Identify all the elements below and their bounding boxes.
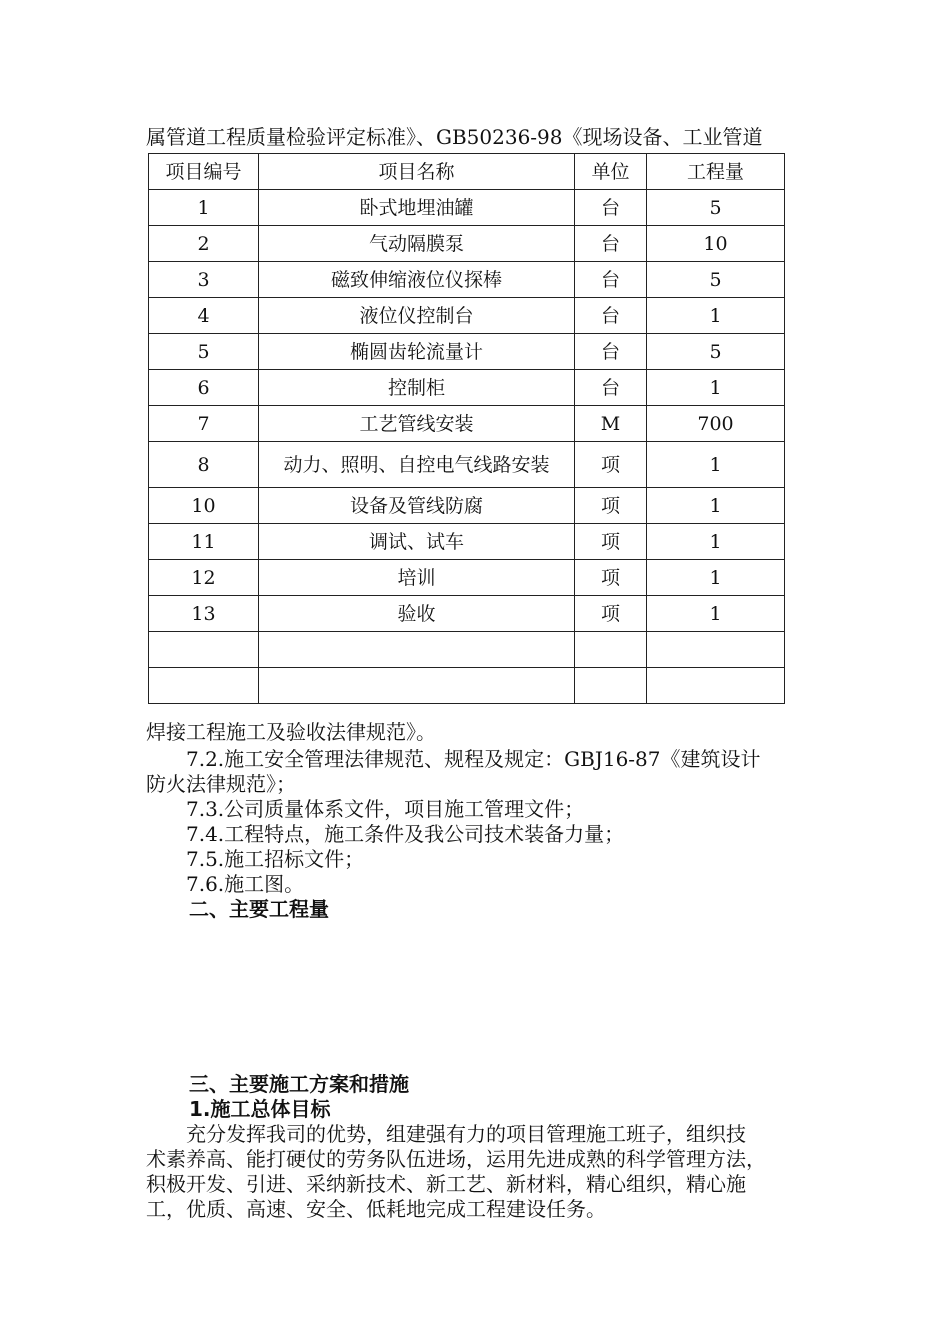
cell-quantity: 1 (647, 596, 785, 632)
cell-id: 3 (149, 262, 259, 298)
cell-name-text: 动力、照明、自控电气线路安装 (283, 453, 550, 476)
text-line: 7.3.公司质量体系文件，项目施工管理文件； (146, 797, 585, 821)
cell-id: 7 (149, 406, 259, 442)
cell-quantity: 5 (647, 190, 785, 226)
cell-quantity: 10 (647, 226, 785, 262)
cell-quantity: 5 (647, 334, 785, 370)
cell-quantity: 1 (647, 560, 785, 596)
cell-unit (575, 668, 647, 704)
cell-quantity: 1 (647, 442, 785, 488)
cell-quantity: 700 (647, 406, 785, 442)
quantity-table (148, 153, 785, 704)
intro-line: 属管道工程质量检验评定标准》、GB50236-98《现场设备、工业管道 (146, 125, 763, 149)
cell-unit: 台 (575, 262, 647, 298)
cell-name (259, 632, 575, 668)
cell-quantity: 1 (647, 298, 785, 334)
cell-unit: 台 (575, 226, 647, 262)
section-heading-3: 三、主要施工方案和措施 (189, 1072, 409, 1096)
cell-name: 控制柜 (259, 370, 575, 406)
cell-id (149, 632, 259, 668)
text-line: 7.5.施工招标文件； (146, 847, 365, 871)
section-heading-2: 二、主要工程量 (189, 897, 329, 921)
cell-id: 6 (149, 370, 259, 406)
table-row (149, 560, 785, 596)
paragraph-line: 工，优质、高速、安全、低耗地完成工程建设任务。 (146, 1197, 606, 1221)
text-line: 7.4.工程特点，施工条件及我公司技术装备力量； (146, 822, 625, 846)
cell-name (259, 442, 575, 488)
cell-id: 11 (149, 524, 259, 560)
cell-unit: M (575, 406, 647, 442)
cell-quantity (647, 632, 785, 668)
cell-name: 设备及管线防腐 (259, 488, 575, 524)
subheading-1: 1.施工总体目标 (189, 1097, 331, 1121)
paragraph-line: 充分发挥我司的优势，组建强有力的项目管理施工班子，组织技 (146, 1122, 746, 1146)
cell-name: 培训 (259, 560, 575, 596)
cell-id (149, 668, 259, 704)
cell-name: 卧式地埋油罐 (259, 190, 575, 226)
cell-name: 椭圆齿轮流量计 (259, 334, 575, 370)
cell-unit: 项 (575, 442, 647, 488)
cell-unit: 台 (575, 298, 647, 334)
header-unit: 单位 (575, 154, 647, 190)
cell-unit: 项 (575, 596, 647, 632)
cell-quantity: 5 (647, 262, 785, 298)
table-row (149, 596, 785, 632)
header-id: 项目编号 (149, 154, 259, 190)
table-header-row (149, 154, 785, 190)
cell-unit: 台 (575, 334, 647, 370)
table-row (149, 632, 785, 668)
cell-unit (575, 632, 647, 668)
table-row (149, 334, 785, 370)
text-line: 7.6.施工图。 (146, 872, 305, 896)
cell-unit: 台 (575, 370, 647, 406)
header-quantity: 工程量 (647, 154, 785, 190)
table-row (149, 226, 785, 262)
cell-quantity: 1 (647, 370, 785, 406)
cell-id: 5 (149, 334, 259, 370)
cell-quantity (647, 668, 785, 704)
table-row (149, 406, 785, 442)
table-row (149, 488, 785, 524)
cell-quantity: 1 (647, 488, 785, 524)
cell-quantity: 1 (647, 524, 785, 560)
cell-id: 13 (149, 596, 259, 632)
cell-id: 1 (149, 190, 259, 226)
cell-unit: 项 (575, 524, 647, 560)
cell-name: 液位仪控制台 (259, 298, 575, 334)
cell-name: 调试、试车 (259, 524, 575, 560)
cell-id: 12 (149, 560, 259, 596)
cell-unit: 项 (575, 488, 647, 524)
cell-name: 磁致伸缩液位仪探棒 (259, 262, 575, 298)
cell-id: 8 (149, 442, 259, 488)
table-row (149, 370, 785, 406)
table-row (149, 442, 785, 488)
table-row (149, 262, 785, 298)
table-row (149, 524, 785, 560)
text-line: 焊接工程施工及验收法律规范》。 (146, 720, 436, 744)
cell-id: 4 (149, 298, 259, 334)
table-row (149, 190, 785, 226)
table-row (149, 668, 785, 704)
cell-name: 验收 (259, 596, 575, 632)
paragraph-line: 术素养高、能打硬仗的劳务队伍进场，运用先进成熟的科学管理方法， (146, 1147, 766, 1171)
text-line: 防火法律规范》； (146, 772, 296, 796)
table-row (149, 298, 785, 334)
paragraph-line: 积极开发、引进、采纳新技术、新工艺、新材料，精心组织，精心施 (146, 1172, 746, 1196)
cell-id: 2 (149, 226, 259, 262)
cell-unit: 项 (575, 560, 647, 596)
cell-name (259, 668, 575, 704)
cell-unit: 台 (575, 190, 647, 226)
text-line: 7.2.施工安全管理法律规范、规程及规定：GBJ16-87《建筑设计 (146, 747, 761, 771)
cell-id: 10 (149, 488, 259, 524)
cell-name: 气动隔膜泵 (259, 226, 575, 262)
cell-name: 工艺管线安装 (259, 406, 575, 442)
header-name: 项目名称 (259, 154, 575, 190)
